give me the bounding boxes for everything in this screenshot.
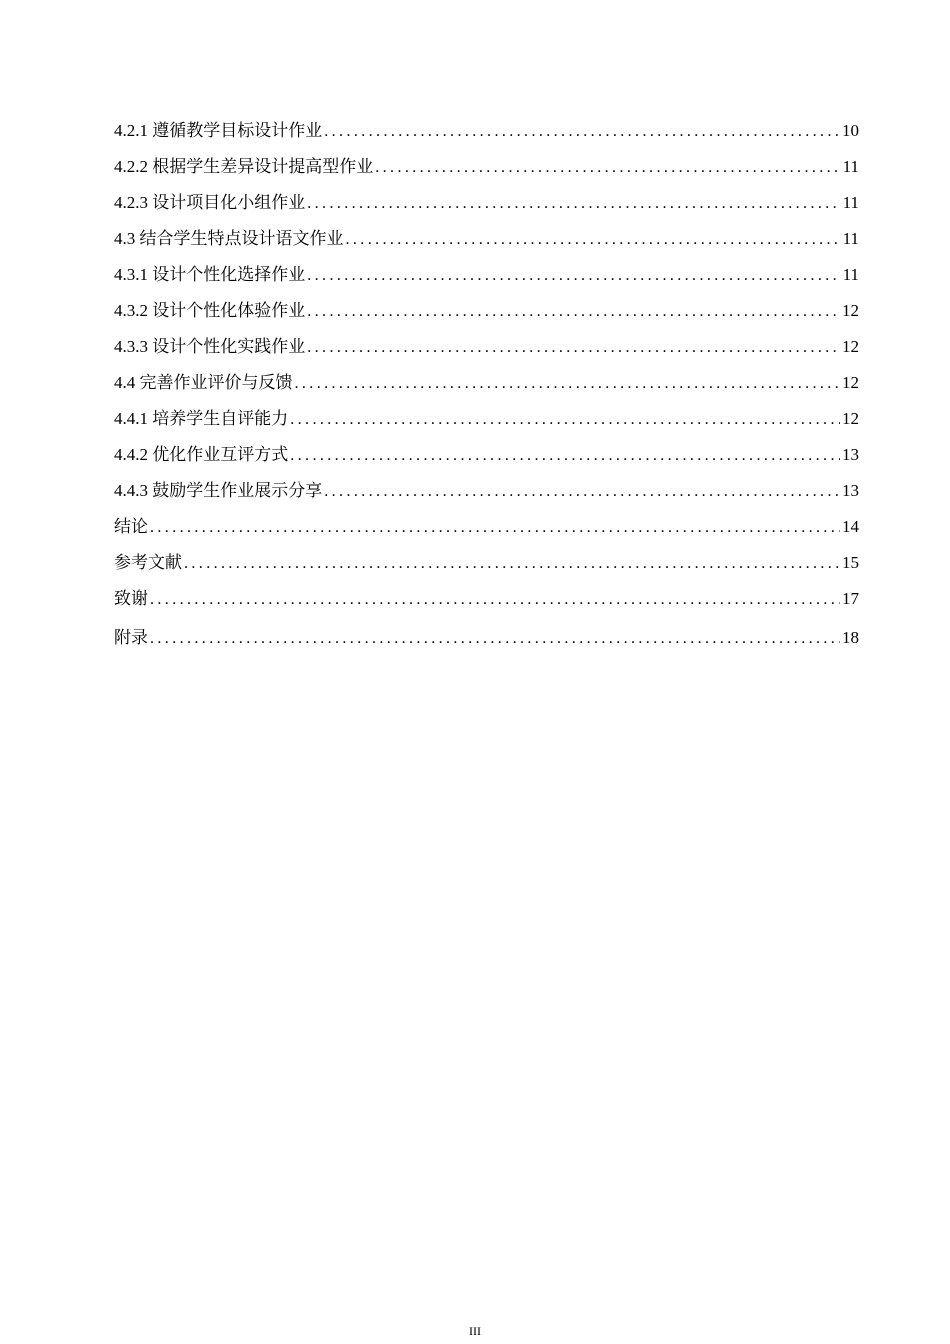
toc-entry-4-3-3[interactable] xyxy=(114,335,859,371)
toc-entry-title: 结论 xyxy=(114,517,148,536)
toc-entry-page: 11 xyxy=(842,229,859,248)
toc-entry-page: 12 xyxy=(842,301,859,320)
toc-entry-4-3-2[interactable] xyxy=(114,299,859,335)
toc-entry-page: 11 xyxy=(842,265,859,284)
toc-entry-page: 11 xyxy=(842,193,859,212)
toc-dot-leader xyxy=(307,264,840,288)
toc-dot-leader xyxy=(184,552,840,576)
toc-entry-page: 12 xyxy=(842,409,859,428)
toc-entry-title: 4.4.2 优化作业互评方式 xyxy=(114,445,289,464)
toc-entry-title: 4.3.1 设计个性化选择作业 xyxy=(114,265,306,284)
toc-entry-title: 4.3.3 设计个性化实践作业 xyxy=(114,337,306,356)
toc-entry-page: 15 xyxy=(842,553,859,572)
toc-entry-title: 4.2.2 根据学生差异设计提高型作业 xyxy=(114,157,374,176)
toc-entry-4-2-3[interactable] xyxy=(114,191,859,227)
toc-entry-4-3-1[interactable] xyxy=(114,263,859,299)
toc-entry-title: 4.4.3 鼓励学生作业展示分享 xyxy=(114,481,323,500)
toc-dot-leader xyxy=(307,300,840,324)
toc-entry-page: 17 xyxy=(842,589,859,608)
table-of-contents xyxy=(114,119,859,662)
toc-entry-4-3[interactable] xyxy=(114,227,859,263)
toc-entry-page: 12 xyxy=(842,337,859,356)
toc-entry-page: 10 xyxy=(842,121,859,140)
toc-entry-4-2-1[interactable] xyxy=(114,119,859,155)
toc-dot-leader xyxy=(307,336,840,360)
toc-dot-leader xyxy=(307,192,840,216)
toc-entry-page: 12 xyxy=(842,373,859,392)
toc-entry-page: 14 xyxy=(842,517,859,536)
page-number-footer: III xyxy=(469,1324,481,1338)
toc-entry-page: 11 xyxy=(842,157,859,176)
toc-entry-page: 13 xyxy=(842,445,859,464)
toc-entry-title: 4.4.1 培养学生自评能力 xyxy=(114,409,289,428)
toc-dot-leader xyxy=(324,120,840,144)
toc-entry-title: 参考文献 xyxy=(114,553,182,572)
toc-entry-conclusion[interactable] xyxy=(114,515,859,551)
toc-entry-references[interactable] xyxy=(114,551,859,587)
toc-dot-leader xyxy=(150,627,840,651)
toc-entry-title: 附录 xyxy=(114,628,148,647)
toc-dot-leader xyxy=(150,516,840,540)
toc-entry-page: 13 xyxy=(842,481,859,500)
toc-entry-4-4-2[interactable] xyxy=(114,443,859,479)
toc-dot-leader xyxy=(346,228,841,252)
toc-entry-page: 18 xyxy=(842,628,859,647)
toc-entry-4-4-1[interactable] xyxy=(114,407,859,443)
toc-entry-4-2-2[interactable] xyxy=(114,155,859,191)
toc-dot-leader xyxy=(375,156,840,180)
toc-entry-title: 4.3 结合学生特点设计语文作业 xyxy=(114,229,344,248)
toc-dot-leader xyxy=(290,444,840,468)
toc-dot-leader xyxy=(324,480,840,504)
toc-entry-appendix[interactable] xyxy=(114,626,859,662)
toc-entry-title: 4.3.2 设计个性化体验作业 xyxy=(114,301,306,320)
toc-entry-title: 致谢 xyxy=(114,589,148,608)
toc-entry-title: 4.4 完善作业评价与反馈 xyxy=(114,373,293,392)
toc-entry-acknowledgements[interactable] xyxy=(114,587,859,623)
toc-entry-4-4-3[interactable] xyxy=(114,479,859,515)
toc-entry-4-4[interactable] xyxy=(114,371,859,407)
toc-dot-leader xyxy=(290,408,840,432)
toc-dot-leader xyxy=(150,588,840,612)
toc-entry-title: 4.2.3 设计项目化小组作业 xyxy=(114,193,306,212)
toc-entry-title: 4.2.1 遵循教学目标设计作业 xyxy=(114,121,323,140)
toc-dot-leader xyxy=(295,372,841,396)
